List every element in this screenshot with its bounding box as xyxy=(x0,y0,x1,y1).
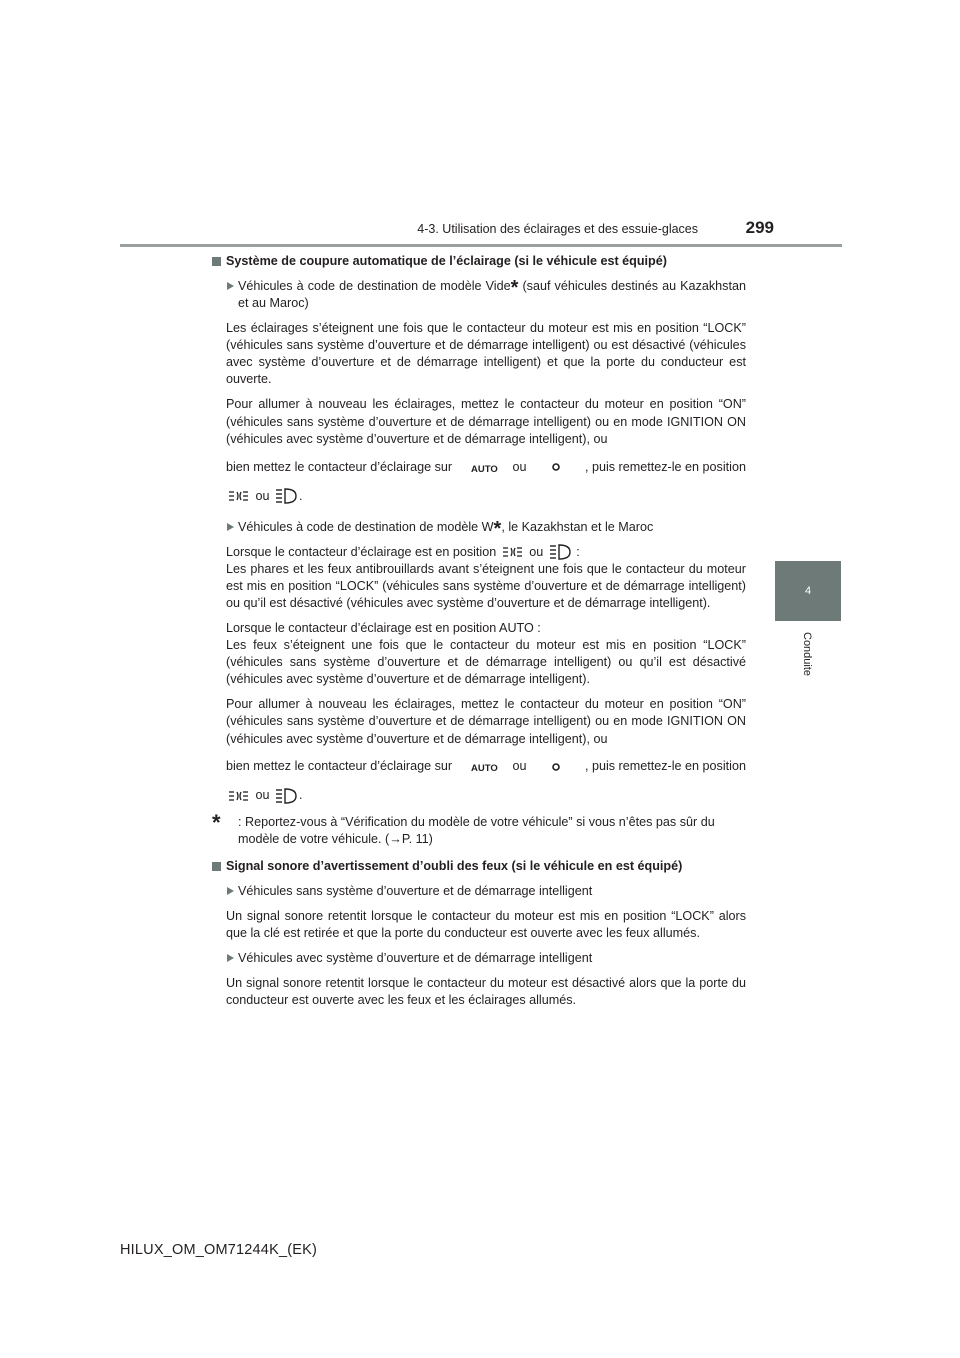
tail-light-icon xyxy=(228,789,250,803)
page-reference-link[interactable]: P. 11) xyxy=(401,832,433,846)
right-arrow-icon xyxy=(227,887,234,895)
paragraph-line xyxy=(210,758,746,775)
paragraph-line xyxy=(210,459,746,476)
sub-heading xyxy=(210,517,746,540)
paragraph: Un signal sonore retentit lorsque le contacteur du moteur est mis en position “LOCK” alors que la clé est retirée et que la porte du conducteur est ouverte avec les feux allumés. xyxy=(226,909,746,940)
paragraph: Pour allumer à nouveau les éclairages, mettez le contacteur du moteur en position “ON” (véhicules sans système d’ouverture et de démarrage intelligent) ou en mode IGNITION ON (véhicules avec système d’ouverture et de démarrage intelligent), ou xyxy=(226,696,746,746)
asterisk-mark: * xyxy=(510,277,519,299)
svg-text:AUTO: AUTO xyxy=(471,463,499,475)
headlight-icon xyxy=(549,544,571,560)
text: , puis remettez-le en position xyxy=(584,759,746,773)
text: bien mettez le contacteur d’éclairage sur xyxy=(226,459,453,474)
sub-heading-text: Véhicules avec système d’ouverture et de démarrage intelligent xyxy=(238,951,593,965)
text: , puis remettez-le en position xyxy=(584,459,746,474)
sub-heading-text-cont: , le Kazakhstan et le Maroc xyxy=(501,519,654,534)
right-arrow-icon: → xyxy=(389,832,402,846)
svg-text:AUTO: AUTO xyxy=(471,763,499,774)
sub-heading xyxy=(210,883,746,900)
chapter-label: Conduite xyxy=(801,632,813,677)
section-title: 4-3. Utilisation des éclairages et des essuie-glaces xyxy=(417,222,698,236)
auto-light-icon xyxy=(470,761,499,774)
right-arrow-icon xyxy=(227,954,234,962)
paragraph-line xyxy=(226,544,746,561)
paragraph-body: Les feux s’éteignent une fois que le contacteur du moteur est mis en position “LOCK” (véhicules sans système d’ouverture et de démarrage intelligent) ou qu’il est désactivé (véhicules avec système d’ouverture et de démarrage intelligent). xyxy=(226,637,746,686)
tail-light-icon xyxy=(502,545,524,559)
paragraph: Les éclairages s’éteignent une fois que le contacteur du moteur est mis en position “LOCK” (véhicules sans système d’ouverture et de démarrage intelligent) ou est désactivé (véhicules avec système d’ouverture et de démarrage intelligent) et que la porte du conducteur est ouverte. xyxy=(226,321,746,386)
paragraph xyxy=(210,544,746,612)
text: ou xyxy=(255,488,270,503)
paragraph-body: Les phares et les feux antibrouillards avant s’éteignent une fois que le contacteur du moteur est mis en position “LOCK” (véhicules sans système d’ouverture et de démarrage intelligent) ou qu’il est désactivé (véhicules avec système d’ouverture et de démarrage intelligent). xyxy=(226,561,746,610)
heading-text: Système de coupure automatique de l’éclairage (si le véhicule est équipé) xyxy=(226,254,667,268)
page-number: 299 xyxy=(745,218,774,237)
text: ou xyxy=(512,759,527,773)
asterisk-mark: * xyxy=(212,810,221,835)
text: ou xyxy=(529,544,544,559)
footnote xyxy=(210,810,746,848)
off-position-icon xyxy=(545,461,567,473)
main-content xyxy=(210,253,746,1017)
text: ou xyxy=(255,788,270,802)
tail-light-icon xyxy=(228,489,250,503)
sub-heading xyxy=(210,950,746,967)
text: . xyxy=(299,788,303,802)
text: bien mettez le contacteur d’éclairage sur xyxy=(226,759,453,773)
sub-heading xyxy=(210,278,746,312)
text: Lorsque le contacteur d’éclairage est en position xyxy=(226,544,497,559)
section-heading xyxy=(210,858,746,875)
text: ou xyxy=(512,459,527,474)
off-position-icon xyxy=(545,761,567,773)
text: . xyxy=(299,488,303,503)
sub-heading-text: Véhicules sans système d’ouverture et de démarrage intelligent xyxy=(238,884,593,898)
text: : xyxy=(576,544,580,559)
footnote-text: : Reportez-vous à “Vérification du modèle de votre véhicule” si vous n’êtes pas sûr du modèle de votre véhicule. ( xyxy=(238,815,715,846)
paragraph: Pour allumer à nouveau les éclairages, mettez le contacteur du moteur en position “ON” (véhicules sans système d’ouverture et de démarrage intelligent) ou en mode IGNITION ON (véhicules avec système d’ouverture et de démarrage intelligent), ou xyxy=(226,397,746,446)
heading-text: Signal sonore d’avertissement d’oubli des feux (si le véhicule en est équipé) xyxy=(226,859,683,873)
paragraph-line xyxy=(210,488,746,505)
header-divider xyxy=(120,244,842,247)
square-bullet-icon xyxy=(212,257,221,266)
sub-heading-text: Véhicules à code de destination de modèle W xyxy=(238,519,494,534)
document-id: HILUX_OM_OM71244K_(EK) xyxy=(120,1242,318,1258)
right-arrow-icon xyxy=(227,523,234,531)
chapter-tab xyxy=(775,561,841,621)
square-bullet-icon xyxy=(212,862,221,871)
headlight-icon xyxy=(275,788,297,804)
section-heading xyxy=(210,253,746,270)
headlight-icon xyxy=(275,488,297,504)
chapter-number: 4 xyxy=(804,585,812,597)
paragraph-line: Lorsque le contacteur d’éclairage est en position AUTO : xyxy=(226,620,541,635)
paragraph: Un signal sonore retentit lorsque le contacteur du moteur est désactivé alors que la porte du conducteur est ouverte avec les feux et les éclairages allumés. xyxy=(226,976,746,1007)
right-arrow-icon xyxy=(227,282,234,290)
sub-heading-text-cont: (sauf véhicules destinés au Kazakhstan et au Maroc) xyxy=(238,279,746,310)
paragraph xyxy=(210,620,746,688)
auto-light-icon xyxy=(470,462,499,475)
paragraph-line xyxy=(210,787,746,804)
sub-heading-text: Véhicules à code de destination de modèle Vide xyxy=(238,279,511,293)
asterisk-mark: * xyxy=(493,517,502,540)
